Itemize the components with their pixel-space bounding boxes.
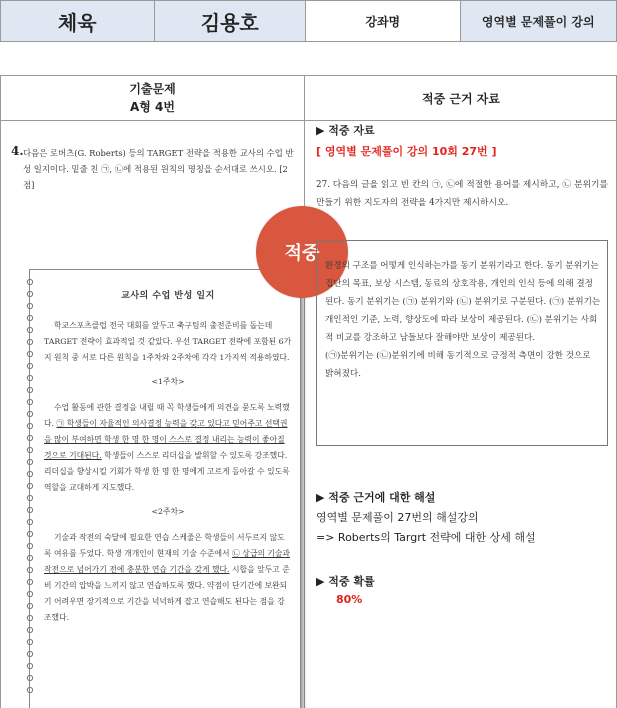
sec2-line1: 영역별 문제풀이 27번의 해설강의 (316, 511, 479, 524)
journal-title: 교사의 수업 반성 일지 (121, 291, 215, 301)
right-column-header: 적중 근거 자료 (422, 91, 500, 106)
scan-passage-box (316, 240, 608, 446)
week1-label: <1주차> (151, 377, 185, 386)
sec3-value: 80% (336, 593, 363, 606)
week2-paragraph (44, 530, 292, 626)
header-table (0, 0, 617, 42)
teacher-cell: 김용호 (155, 1, 307, 41)
week2-text-post: 시합을 앞두고 준비 기간의 압박을 느끼지 않고 연습하도록 했다. 약점이 단기간에 보완되기 어려우면 장기적으로 기간을 넉넉하게 잡고 연습해도 된다는 점을 강조했다. (44, 565, 290, 622)
week2-text-pre: 기술과 작전의 숙달에 필요한 연습 스케줄은 학생들이 서두르지 않도록 여유를 두었다. 학생 개개인이 현재의 기술 수준에서 (44, 533, 285, 558)
left-header-line2: A형 4번 (130, 100, 175, 114)
sec2-line2: => Roberts의 Targrt 전략에 대한 상세 해설 (316, 531, 536, 544)
spiral-binding-icon (25, 278, 35, 698)
course-value-cell: 영역별 문제풀이 강의 (461, 1, 616, 41)
course-label-cell: 강좌명 (306, 1, 461, 41)
journal-notebook (29, 269, 301, 708)
left-column-header (1, 76, 304, 120)
journal-intro: 학교스포츠클럽 전국 대회를 앞두고 축구팀의 출전준비를 돕는데 TARGET 전략이 효과적일 것 같았다. 우선 TARGET 전략에 포함된 6가지 원칙 중 서로 다른 원칙을 1주차와 2주차에 각각 1가지씩 적용하였다. (44, 321, 292, 362)
sec1-reference: [ 영역별 문제풀이 강의 10회 27번 ] (316, 145, 497, 158)
question-number: 4. (11, 144, 24, 158)
sec3-title: ▶ 적중 확률 (316, 575, 375, 588)
week1-paragraph (44, 400, 292, 496)
sec2-title: ▶ 적중 근거에 대한 해설 (316, 491, 436, 504)
scan-passage-text: 환경의 구조를 어떻게 인식하는가를 동기 분위기라고 한다. 동기 분위기는 집단의 목표, 보상 시스템, 동료의 상호작용, 개인의 인식 등에 의해 결정된다. 동기 분위기는 (㉠) 분위기와 (㉡) 분위기로 구분된다. (㉠) 분위기는 개인적인 기준, 노력, 향상도에 따라 보상이 제공된다. (㉡) 분위기는 사회적 비교를 강조하고 남들보다 잘해야만 보상이 제공된다. (㉠)분위기는 (㉡)분위기에 비해 동기적으로 긍정적 측면이 강한 것으로 밝혀졌다. (325, 261, 601, 379)
week1-text-post: 학생들이 스스로 리더십을 발휘할 수 있도록 강조했다. 리더십을 향상시킬 기회가 학생 한 명 한 명에게 고르게 돌아갈 수 있도록 역할을 교대하게 지도했다. (44, 451, 290, 492)
question-text: 다음은 로버츠(G. Roberts) 등의 TARGET 전략을 적용한 교사의 수업 반성 일지이다. 밑줄 친 ㉠, ㉡에 적용된 원칙의 명칭을 순서대로 쓰시오. [2점] (23, 148, 294, 190)
left-header-line1: 기출문제 (129, 82, 176, 96)
column-divider (304, 76, 305, 708)
week2-label: <2주차> (151, 507, 185, 516)
scan-question: 27. 다음의 글을 읽고 빈 칸의 ㉠, ㉡에 적절한 용어를 제시하고, ㉡ 분위기를 만들기 위한 지도자의 전략을 4가지만 제시하시오. (316, 180, 608, 208)
header-divider (1, 120, 616, 121)
hit-badge: 적중 (256, 206, 348, 298)
journal-content (44, 288, 292, 628)
week2-underlined: ㉡ 상급의 기술과 작전으로 넘어가기 전에 충분한 연습 기간을 갖게 했다. (44, 549, 290, 574)
sec1-title: ▶ 적중 자료 (316, 124, 375, 137)
week1-text-pre: 수업 활동에 관한 결정을 내릴 때 꼭 학생들에게 의견을 묻도록 노력했다. (44, 403, 290, 428)
subject-cell: 체육 (1, 1, 155, 41)
week1-underlined: ㉠ 학생들이 자율적인 의사결정 능력을 갖고 있다고 믿어주고 선택권을 많이 부여하면 학생 한 명 한 명이 스스로 결정 내리는 능력이 좋아질 것으로 기대된다. (44, 419, 288, 460)
